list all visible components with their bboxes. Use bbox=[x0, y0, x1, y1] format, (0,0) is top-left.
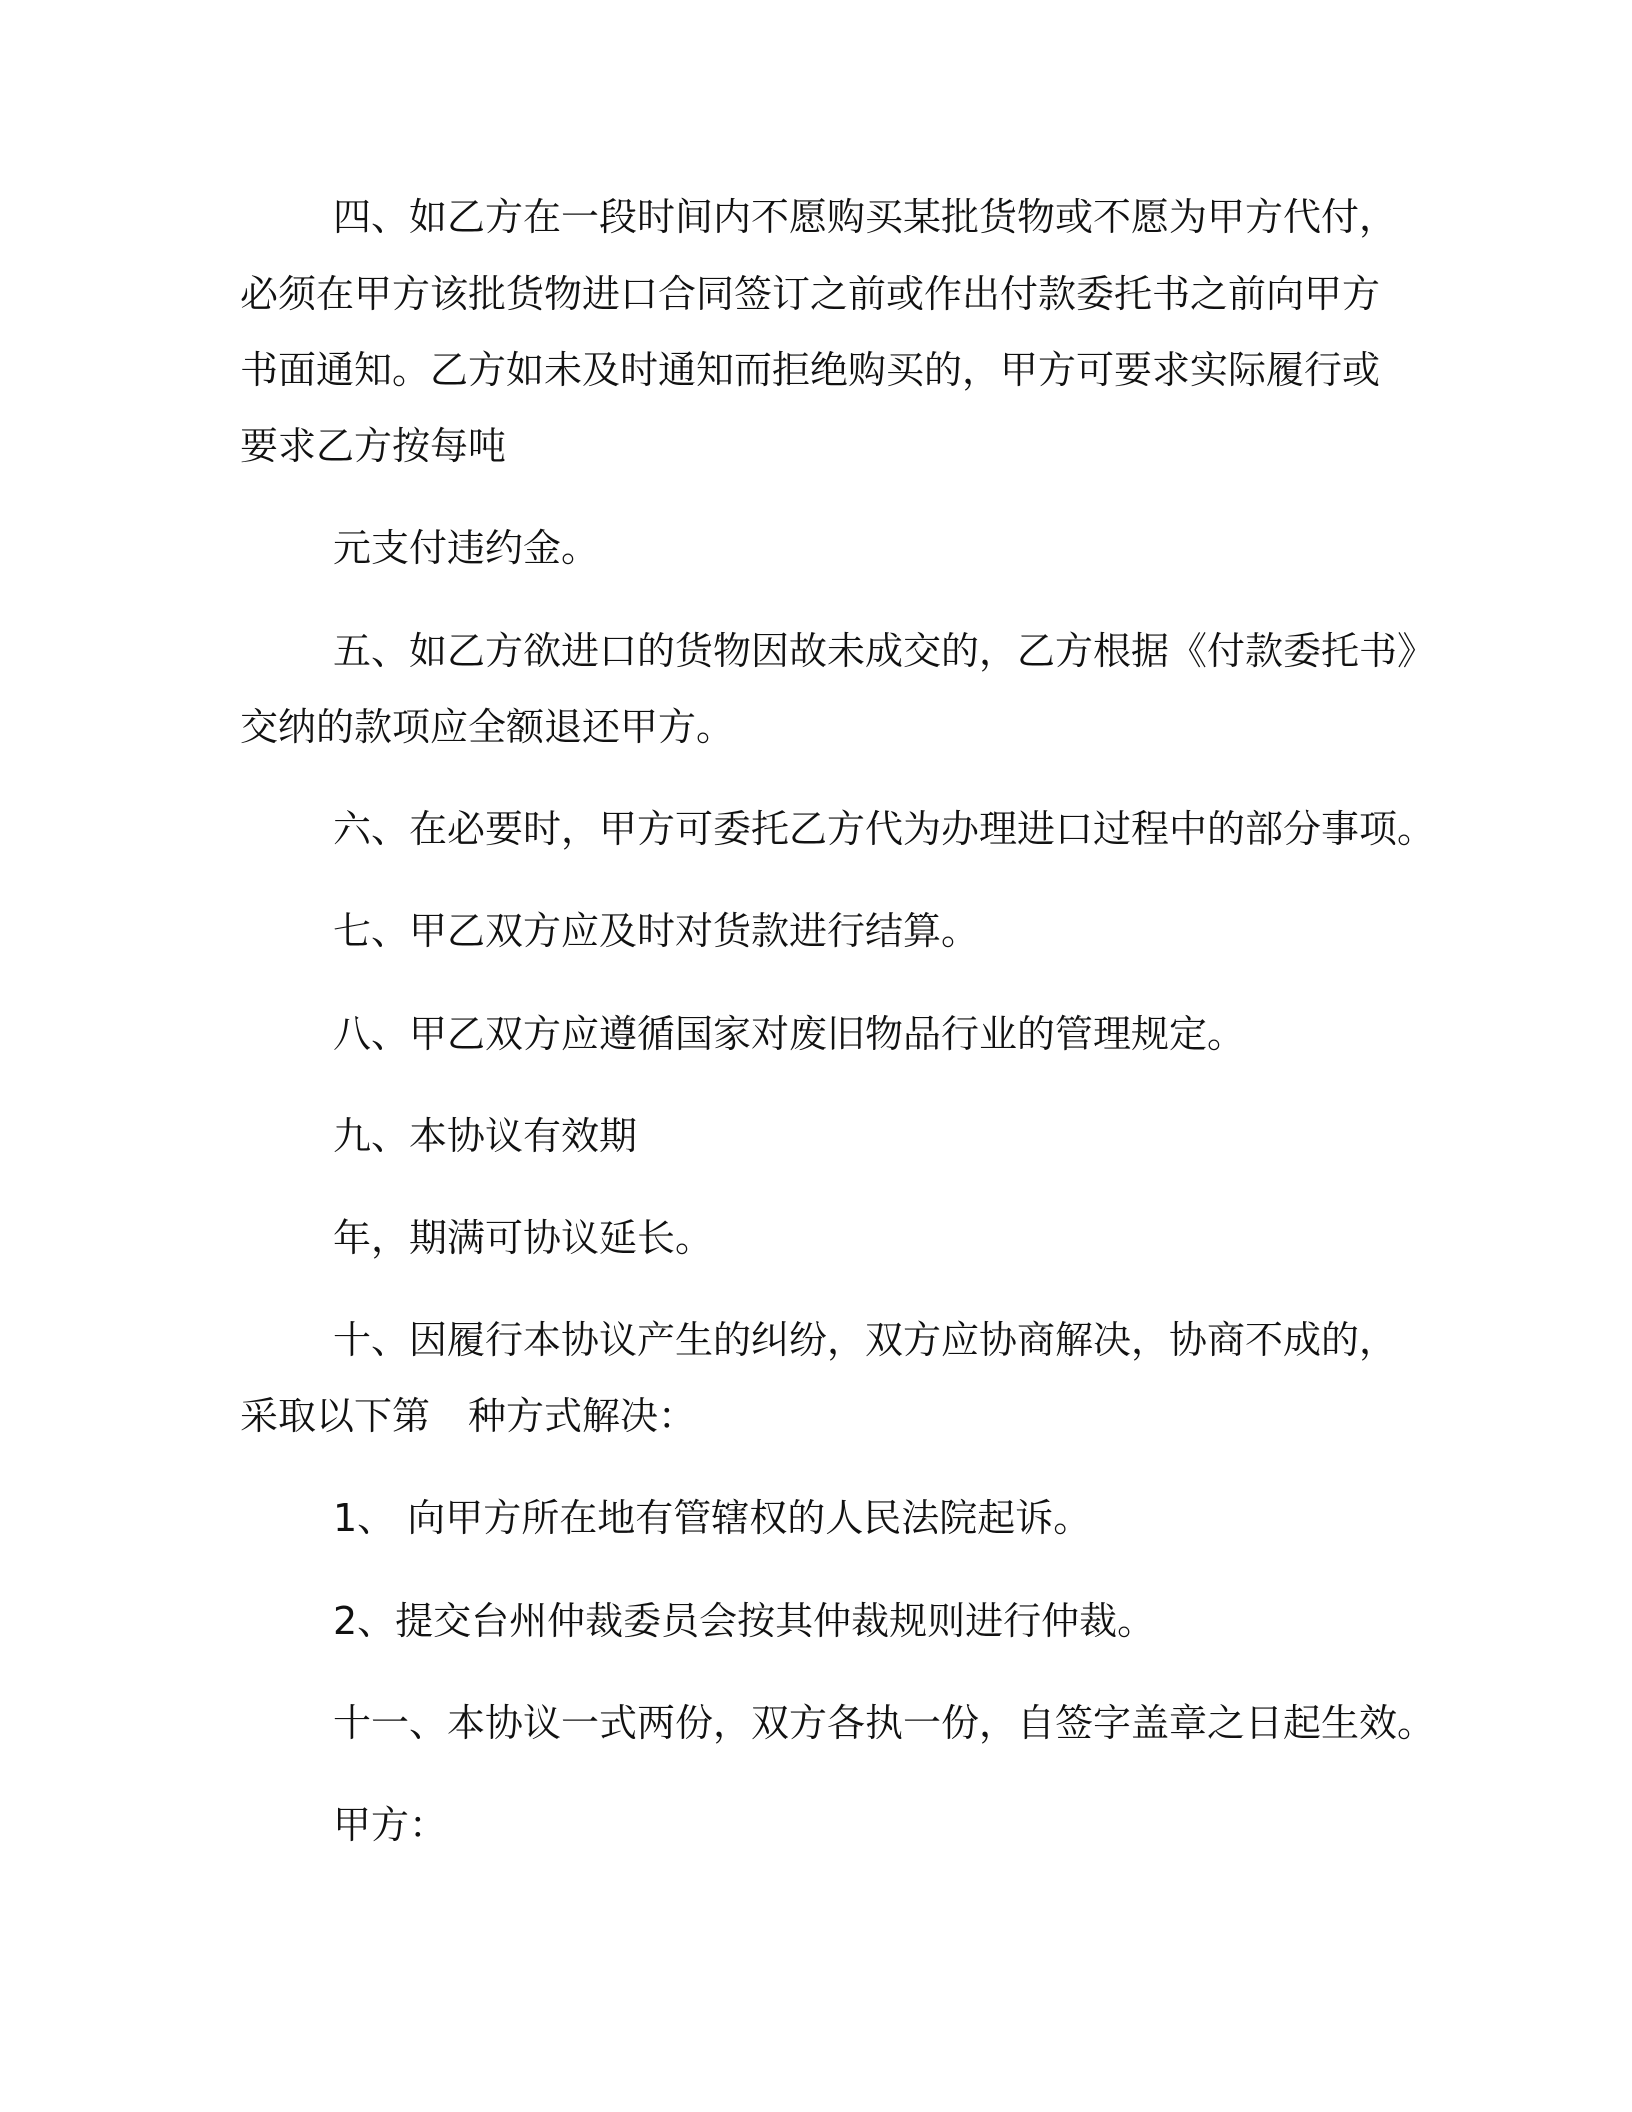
option-2: 2、提交台州仲裁委员会按其仲裁规则进行仲裁。 bbox=[333, 1599, 1156, 1643]
clause-8: 八、甲乙双方应遵循国家对废旧物品行业的管理规定。 bbox=[333, 1012, 1246, 1056]
clause-5-line-1: 五、如乙方欲进口的货物因故未成交的，乙方根据《付款委托书》 bbox=[333, 629, 1436, 673]
clause-4-line-2: 必须在甲方该批货物进口合同签订之前或作出付款委托书之前向甲方 bbox=[240, 272, 1381, 316]
clause-10-line-2: 采取以下第 种方式解决： bbox=[240, 1394, 697, 1438]
party-a-label: 甲方： bbox=[333, 1803, 448, 1847]
clause-9-line-2: 年，期满可协议延长。 bbox=[333, 1216, 714, 1260]
clause-4-line-5: 元支付违约金。 bbox=[333, 526, 600, 570]
clause-4-line-3: 书面通知。乙方如未及时通知而拒绝购买的，甲方可要求实际履行或 bbox=[240, 348, 1381, 392]
clause-6: 六、在必要时，甲方可委托乙方代为办理进口过程中的部分事项。 bbox=[333, 807, 1436, 851]
clause-9-line-1: 九、本协议有效期 bbox=[333, 1114, 638, 1158]
option-1: 1、 向甲方所在地有管辖权的人民法院起诉。 bbox=[333, 1496, 1092, 1540]
clause-5-line-2: 交纳的款项应全额退还甲方。 bbox=[240, 705, 735, 749]
clause-7: 七、甲乙双方应及时对货款进行结算。 bbox=[333, 909, 980, 953]
clause-4-line-1: 四、如乙方在一段时间内不愿购买某批货物或不愿为甲方代付， bbox=[333, 195, 1398, 239]
clause-11: 十一、本协议一式两份，双方各执一份，自签字盖章之日起生效。 bbox=[333, 1701, 1436, 1745]
clause-10-line-1: 十、因履行本协议产生的纠纷，双方应协商解决，协商不成的， bbox=[333, 1318, 1398, 1362]
clause-4-line-4: 要求乙方按每吨 bbox=[240, 424, 507, 468]
